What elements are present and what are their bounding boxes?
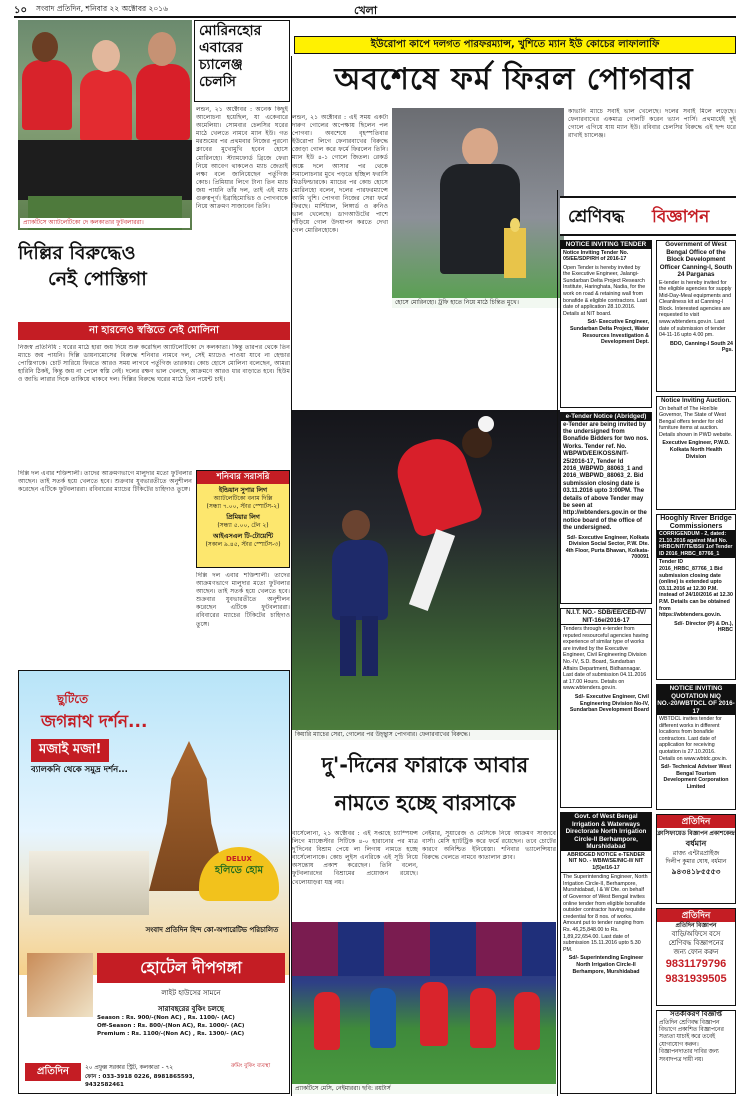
hotel-phone: ফোন : 033-3918 0226, 8981865593, 9432582461 [85, 1074, 195, 1088]
hotel-pratidin-logo: প্রতিদিন [25, 1063, 81, 1081]
pogba-body-right: কাভানি ম্যাচে সবাই ভাল খেলেছে। দলের সবাই মিলে লড়েছে। ফেনারবাখের একমাত্র গোলটি করেন ভ্যান পার্সি। প্রথমার্ধেই দুই গোলে এগিয়ে যায় ম্যান ইউ। রবিবার চেলসির বিরুদ্ধে এই ছন্দ ধরে রাখাই চ্যালেঞ্জ। [568, 108, 736, 140]
hotel-rates-1: Season : Rs. 900/-(Non AC) , Rs. 1100/- (AC) [97, 1015, 235, 1021]
hotel-name: হোটেল দীপগঙ্গা [140, 958, 242, 977]
hotel-line1: ছুটিতে [57, 692, 89, 706]
tender5-sign: BDO, Canning-I South 24 Pgs. [670, 340, 733, 354]
saturday-item3-line1: (সকাল ৯.৪৫, স্টার স্পোর্টস-৩) [205, 541, 281, 548]
tender1-body: Open Tender is hereby invited by the Executive Engineer, Jalangi-Sundarban Delta Project Research Institute, Haringhata, Nadia, for the work on road & retaining wall from bonafide & eligible contractors. Last date of application 28.10.2016. Details at NIT board. [563, 264, 647, 317]
pratidin-classified-box [656, 814, 736, 904]
atk-photo-caption: প্র্যাকটিসে অ্যাটলেটিকো দে কলকাতার ফুটবলাররা। [20, 218, 190, 228]
pratidin-box-title: ক্লাসিফায়েড বিজ্ঞাপন প্রকাশকেন্দ্র [657, 831, 735, 837]
warning-box [656, 1010, 736, 1094]
barca-photo-caption: প্র্যাকটিসে মেসি, নেইমাররা। ছবি: রয়টার্স [292, 1084, 556, 1094]
pogba-headline: অবশেষে ফর্ম ফিরল পোগবার [334, 62, 694, 97]
tender6-heading: Notice Inviting Auction. [660, 397, 732, 404]
mourinho-photo-caption: হোসে মোরিনহো। ট্রফি হাতে নিয়ে মাঠে চিন্তিত মুখে। [392, 298, 564, 308]
delhi-subhead-text: না হারলেও স্বস্তিতে নেই মোলিনা [89, 325, 219, 336]
pratidin-logo-2: প্রতিদিন [657, 909, 735, 922]
badge-line2: হলিডে হোম [214, 865, 264, 876]
tender4-sign: Sd/- Superintending Engineer North Irrigation Circle-II Berhampore, Murshidabad [568, 955, 644, 975]
pratidin-box-line2: রাজ্য এন্টারপ্রাইজ [672, 850, 720, 857]
barca-body-2: নেইমার, সুয়ারেজ ও মেসিকে নিয়ে আক্রমণ সাজাবে বার্সা। মেসি হ্যাটট্রিক করে ফর্মে রয়েছেন। তবে চোটের কারণে অনিশ্চিত ইনিয়েস্তা। শনিবার ভ্যালেন্সিয়ার বিরুদ্ধে খেলতে নামবে কাতালান ক্লাব। [422, 830, 556, 862]
tender4-sub: ABRIDGED NOTICE e-TENDER NIT NO. - WBIW/SE/NIC-II/ NIT 1(5)e/16-17 [561, 851, 651, 874]
home-box-phone2: 9831939505 [665, 973, 727, 985]
warning-title: সতর্কীকরণ বিজ্ঞপ্তি [669, 1011, 723, 1018]
mourinho-h1: মোরিনহোর [199, 23, 262, 39]
tender-box-4 [560, 812, 652, 1094]
holiday-home-badge [199, 847, 279, 901]
delhi-body-3: দিল্লি দল এবার শক্তিশালী। তাদের আক্রমণভাগে মালুদার মতো ফুটবলার আছেন। তাই সতর্ক হয়ে খেলতে হবে। শুক্রবার যুবভারতীতে অনুশীলন করেছেন এটিকে ফুটবলাররা। রবিবারের ম্যাচের টিকিটের চাহিদাও তুঙ্গে। [196, 572, 290, 628]
tender6-sign: Executive Engineer, P.W.D. Kolkata North Health Division [662, 440, 730, 460]
delhi-body-2: দিল্লি দল এবার শক্তিশালী। তাদের আক্রমণভাগে মালুদার মতো ফুটবলার আছেন। তাই সতর্ক হয়ে খেলতে হবে। শুক্রবার যুবভারতীতে অনুশীলন করেছেন এটিকে ফুটবলাররা। রবিবারের ম্যাচের টিকিটের চাহিদাও তুঙ্গে। [18, 470, 192, 494]
pratidin-box-phone: ৯৪৩৪১৮৫৫৫৩ [671, 867, 721, 876]
hotel-rates-3: Premium : Rs. 1100/-(Non AC) , Rs. 1300/- (AC) [97, 1031, 245, 1037]
tender3-sign: Sd/- Executive Engineer, Civil Engineering Division No-IV, Sundarban Development Board [569, 693, 649, 714]
saturday-live-box [196, 470, 290, 568]
hotel-address: ২০ প্রফুল্ল সরকার স্ট্রিট, কলকাতা - ৭২ [85, 1065, 174, 1071]
classified-title-2: বিজ্ঞাপন [652, 207, 710, 227]
barca-headline: দু'-দিনের ফারাকে আবার নামতে হচ্ছে বারসাকে [321, 753, 529, 815]
tender6-body: On behalf of The Hon'ble Governor, The State of West Bengal offers tender for old furniture items at auction. Details shown in PWD website. [659, 405, 733, 438]
pratidin-box-line1: বর্ধমান [685, 839, 707, 848]
pratidin-logo-1: প্রতিদিন [657, 815, 735, 828]
saturday-item2-head: প্রিমিয়ার লিগ [226, 514, 260, 521]
tender3-body: Tenders through e-tender from reputed resourceful agencies having experience of similar type of works are invited by the Executive Engineer, Civil Engineering Division No.-IV, S.D. Board, Sundarban Affairs Department, Bidhannagar. Last date of submission 04.11.2016 at 17.00 Hours. Details on www.wbtenders.gov.in. [563, 626, 649, 692]
mourinho-body: লন্ডন, ২১ অক্টোবর : অনেক কিছুই আলোচনা হয়েছিল, যা একেবারে অমেলিয়া। সোমবার চেলসির ঘরের মাঠে খেলতে নামবে ম্যান ইউ। গত মরশুমের পর প্রথমবার নিজের পুরনো ক্লাবের মুখোমুখি হবেন হোসে মোরিনহো। স্ট্যামফোর্ড ব্রিজে ফেরা নিয়ে আবেগ থাকলেও ম্যাচ জেতাই লক্ষ্য বলে জানিয়েছেন পর্তুগিজ কোচ। প্রিমিয়ার লিগে টানা তিন ম্যাচ জয় পায়নি তাঁর দল, তাই এই ম্যাচ গুরুত্বপূর্ণ। ইব্রাহিমোভিচ ও পোগবাকে নিয়ে আক্রমণ সাজাবেন তিনি। [196, 106, 288, 211]
tender2-body: e-Tender are being invited by the undersigned from Bonafide Bidders for two nos. Works. Tender ref. No. WBPWD/EE/KOSS/NIT-25/2016-17, Tender Id 2016_WBPWD_88063_1 and 2016_WBPWD_88063_2. Bid submission closing date is 03.11.2016 upto 3:00PM. The details of above Tender may be seen at http://wbtenders.gov.in or the notice board of the office of the undersigned. [563, 421, 649, 532]
saturday-live-title: শনিবার সরাসরি [197, 471, 289, 484]
page-header [14, 2, 736, 16]
tender-box-7 [656, 514, 736, 680]
home-box-line3: জন্য ফোন করুন [673, 949, 719, 956]
atk-players-photo [18, 20, 192, 230]
classified-title [560, 196, 736, 236]
pogba-action-caption: কিয়ারি ম্যাচের সেরা, গোলের পর উচ্ছ্বাস পোগবার। ফেনারবাখের বিরুদ্ধে। [292, 730, 560, 740]
pratidin-box-line3: দিলীপ কুমার ঘোষ, বর্ধমান [665, 859, 727, 865]
hotel-name-banner [97, 953, 285, 983]
saturday-item1-head: ইন্ডিয়ান সুপার লিগ [218, 487, 268, 494]
pogba-body: লন্ডন, ২১ অক্টোবর : এই সময় একটা দারুণ গোলের অপেক্ষায় ছিলেন পল পোগবা। অবশেষে বৃহস্পতিবার ইউরোপা লিগে ফেনারবাখের বিরুদ্ধে জোড়া গোল করে ফর্মে ফিরলেন তিনি। ম্যান ইউ ৪-১ গোলে জিতল। রেকর্ড অঙ্কে দলে আসার পর থেকে সমালোচনার মুখে পড়তে হচ্ছিল ফরাসি মিডফিল্ডারকে। ম্যাচের পর কোচ হোসে মোরিনহো বলেন, দলের পারফরম্যান্সে আমি খুশি। পোগবা নিজের সেরা ফর্মে ফিরছে। মার্শিয়াল, লিঙ্গার্ড ও রুনিও ভাল খেলেছে। ডাগআউটের পাশে দাঁড়িয়ে গোল উদযাপন করতে দেখা গেল মোরিনহোকে। [292, 114, 388, 235]
tender2-sign: Sd/- Executive Engineer, Kolkata Division Social Sector, P.W. Dte. 4th Floor, Purta Bhavan, Kolkata-700091 [565, 534, 649, 561]
page-number: ১০ [14, 5, 27, 16]
home-box-line1: বাড়ি/অফিসে বসে [671, 931, 721, 938]
tender7-sub: CORRIGENDUM - 2, dated: 21.10.2016 against Mail No. HRBC/NIT/TE/BSI/ 1of Tender ID 2016_HRBC_87766_1 [657, 530, 735, 558]
paper-date: সংবাদ প্রতিদিন, শনিবার ২২ অক্টোবর ২০১৬ [36, 4, 169, 13]
mourinho-h3: চ্যালেঞ্জ [199, 57, 243, 73]
mourinho-trophy-photo [392, 108, 564, 308]
hotel-line3: মজাই মজা! [31, 739, 109, 762]
barca-training-photo [292, 922, 556, 1094]
tender-box-5 [656, 240, 736, 392]
tender-box-6 [656, 396, 736, 510]
warning-body: প্রতিদিন শ্রেণিবদ্ধ বিজ্ঞাপন বিভাগে প্রকাশিত বিজ্ঞাপনের সত্যতা যাচাই করে তবেই যোগাযোগ করুন। বিজ্ঞাপনদাতার দাবির জন্য সংবাদপত্র দায়ী নয়। [659, 1019, 724, 1063]
classified-title-1: শ্রেণিবদ্ধ [568, 207, 625, 227]
tender1-sub: Notice Inviting Tender No. 05/EE/SDP/RH of 2016-17 [563, 249, 629, 263]
tender8-body: WBTDCL invites tender for different works in different locations from bonafide contractors. Last date of application for receiving quotation is 27.10.2016. Details on www.wbtdc.gov.in. [659, 716, 728, 762]
mourinho-h4: চেলসি [199, 74, 236, 90]
column-rule-1 [291, 56, 292, 1096]
delhi-h1: দিল্লির বিরুদ্ধেও [18, 242, 136, 264]
home-box-line2: শ্রেণিবদ্ধ বিজ্ঞাপনের [668, 940, 724, 947]
home-box-phone1: 9831179796 [665, 958, 727, 970]
tender7-heading: Hooghly River Bridge Commissioners [660, 515, 732, 530]
tender5-body: E-tender is hereby invited for the eligible agencies for supply Mid-Day-Meal equipments and Cleanliness kit at Canning-I Block. Interested agencies are requested to visit www.wbtenders.gov.in. Last date of submission of tender 04-11-16 upto 4.00 pm. [659, 279, 732, 339]
pogba-action-photo [292, 410, 560, 740]
header-rule [14, 16, 736, 18]
pratidin-phone-box [656, 908, 736, 1006]
saturday-item3-head: আইএসএল টি-টোয়েন্টি [213, 533, 273, 540]
delhi-headline [18, 240, 194, 318]
tender8-heading: NOTICE INVITING QUOTATION NIQ NO.-20/WBTDCL OF 2016-17 [657, 685, 735, 715]
europa-banner [294, 36, 736, 54]
section-title: খেলা [354, 4, 378, 16]
tender4-heading: Govt. of West Bengal Irrigation & Waterways Directorate North Irrigation Circle-II Berhampore, Murshidabad [561, 813, 651, 851]
mourinho-h2: এবারের [199, 40, 243, 56]
barca-body: বার্সেলোনা, ২১ অক্টোবর : এই সপ্তাহে চ্যাম্পিয়ন্স লিগে ম্যাঞ্চেস্টার সিটিকে ৪-০ হারানোর পর মাত্র দু'দিনের বিশ্রাম পেয়ে লা লিগায় নামতে হচ্ছে বার্সেলোনাকে। কোচ লুইস এনরিকে এই সূচি নিয়ে অসন্তোষ প্রকাশ করেছেন। তিনি বলেন, ফুটবলারদের বিশ্রামের প্রয়োজন রয়েছে। খেলোয়াড়রা যন্ত্র নয়। [292, 830, 418, 886]
hotel-deepganga-ad [18, 670, 290, 1094]
delhi-subhead [18, 322, 290, 340]
delhi-body: নিজস্ব প্রতিনিধি : ঘরের মাঠে হারা জয় দিয়ে শুরু করেছিল অ্যাটলেটিকো দে কলকাতা। কিন্তু তারপর থেকে তিন ম্যাচে জয় পায়নি। দিল্লি ডায়নামোসের বিরুদ্ধে শনিবার নামবে দল, সেই ম্যাচেও পাওয়া যাবে না হেল্ডার পোস্তিগাকে। চোট সারিয়ে ফিরতে আরও সময় লাগবে পর্তুগিজ তারকার। কোচ হোসে মোলিনা বলেছেন, আমরা হারিনি ঠিকই, কিন্তু জয় না পেলে স্বস্তি নেই। দলের রক্ষণ ভাল খেলছে, আক্রমণে আরও ধার বাড়াতে হবে। হিউম ও জাভি লারার দিকে তাকিয়ে থাকবে দল। দিল্লির বিরুদ্ধে ঘরের মাঠে তিন পয়েন্ট চাই। [18, 344, 290, 384]
hotel-line2: জগন্নাথ দর্শন... [41, 712, 148, 732]
tender7-sign: Sd/- Director (P) & Dn.), HRBC [674, 620, 733, 634]
home-box-title: প্রতিদিন বিজ্ঞাপন [675, 923, 717, 929]
tender4-body: The Superintending Engineer, North Irrigation Circle-II, Berhampore, Murshidabad, I & W Dte. on behalf of Governor of West Bengal invites online tender from eligible bonafide outsider contractor having requisite credential for 8 nos. of works. Amount put to tender ranging from Rs. 46,25,848.00 to Rs. 1,89,22,654.00. Last date of submission 15.11.2016 upto 5.30 PM. [563, 874, 648, 953]
saturday-item2-line1: (সন্ধ্যা ৫.০০, টেন ২) [217, 522, 269, 529]
tender2-heading: e-Tender Notice (Abridged) [561, 413, 651, 421]
hotel-room-photo [27, 953, 93, 1017]
hotel-rates-2: Off-Season : Rs. 800/-(Non AC), Rs. 1000/- (AC) [97, 1023, 245, 1029]
banner-text: ইউরোপা কাপে দলগত পারফরম্যান্স, খুশিতে ম্যান ইউ কোচের লাফালাফি [370, 39, 660, 50]
tender8-sign: Sd/- Technical Adviser West Bengal Tourism Development Corporation Limited [660, 764, 732, 790]
mourinho-headline [194, 20, 290, 102]
tender-box-2 [560, 412, 652, 604]
tender3-heading: N.I.T. NO.- SDB/EE/CED-IV/ NIT-16e/2016-17 [561, 609, 651, 625]
column-rule-2 [557, 190, 558, 1096]
badge-line1: DELUX [226, 855, 252, 863]
saturday-item1-line1: অ্যাটলেটিকো বনাম দিল্লি [213, 495, 273, 502]
hotel-note: রুমিং বুকিং ব্যবস্থা [231, 1063, 271, 1069]
tender5-heading: Government of West Bengal Office of the Block Development Officer Canning-I, South 24 Parganas [659, 241, 733, 278]
hotel-rates-title: সারাবছরের বুকিং চলছে [158, 1005, 224, 1013]
hotel-sub: লাইট হাউসের সামনে [161, 989, 221, 997]
tender7-body: Tender ID 2016_HRBC_87766_1 Bid submission closing date (online) is extended upto 03.11.2016 at 12.30 P.M. instead of 24/10/2016 at 12.30 P.M. Details can be obtained from https://wbtenders.gov.in. [659, 559, 733, 619]
hotel-offer: সংবাদ প্রতিদিন হিন্দ কো-অপারেটিভ পরিচালিত [145, 926, 279, 934]
tender-box-8 [656, 684, 736, 810]
saturday-item1-line2: (সন্ধ্যা ৭.০০, স্টার স্পোর্টস-২) [206, 503, 280, 510]
tender-box-3 [560, 608, 652, 808]
hotel-line4: ব্যালকনি থেকে সমুদ্র দর্শন... [31, 765, 128, 775]
delhi-h2: নেই পোস্তিগা [48, 268, 147, 290]
hotel-building-illustration [29, 851, 149, 915]
tender1-heading: NOTICE INVITING TENDER [561, 241, 651, 249]
tender-box-1 [560, 240, 652, 408]
tender1-sign: Sd/- Executive Engineer, Sundarban Delta Project, Water Resources Investigation & Development Dept. [570, 319, 649, 346]
